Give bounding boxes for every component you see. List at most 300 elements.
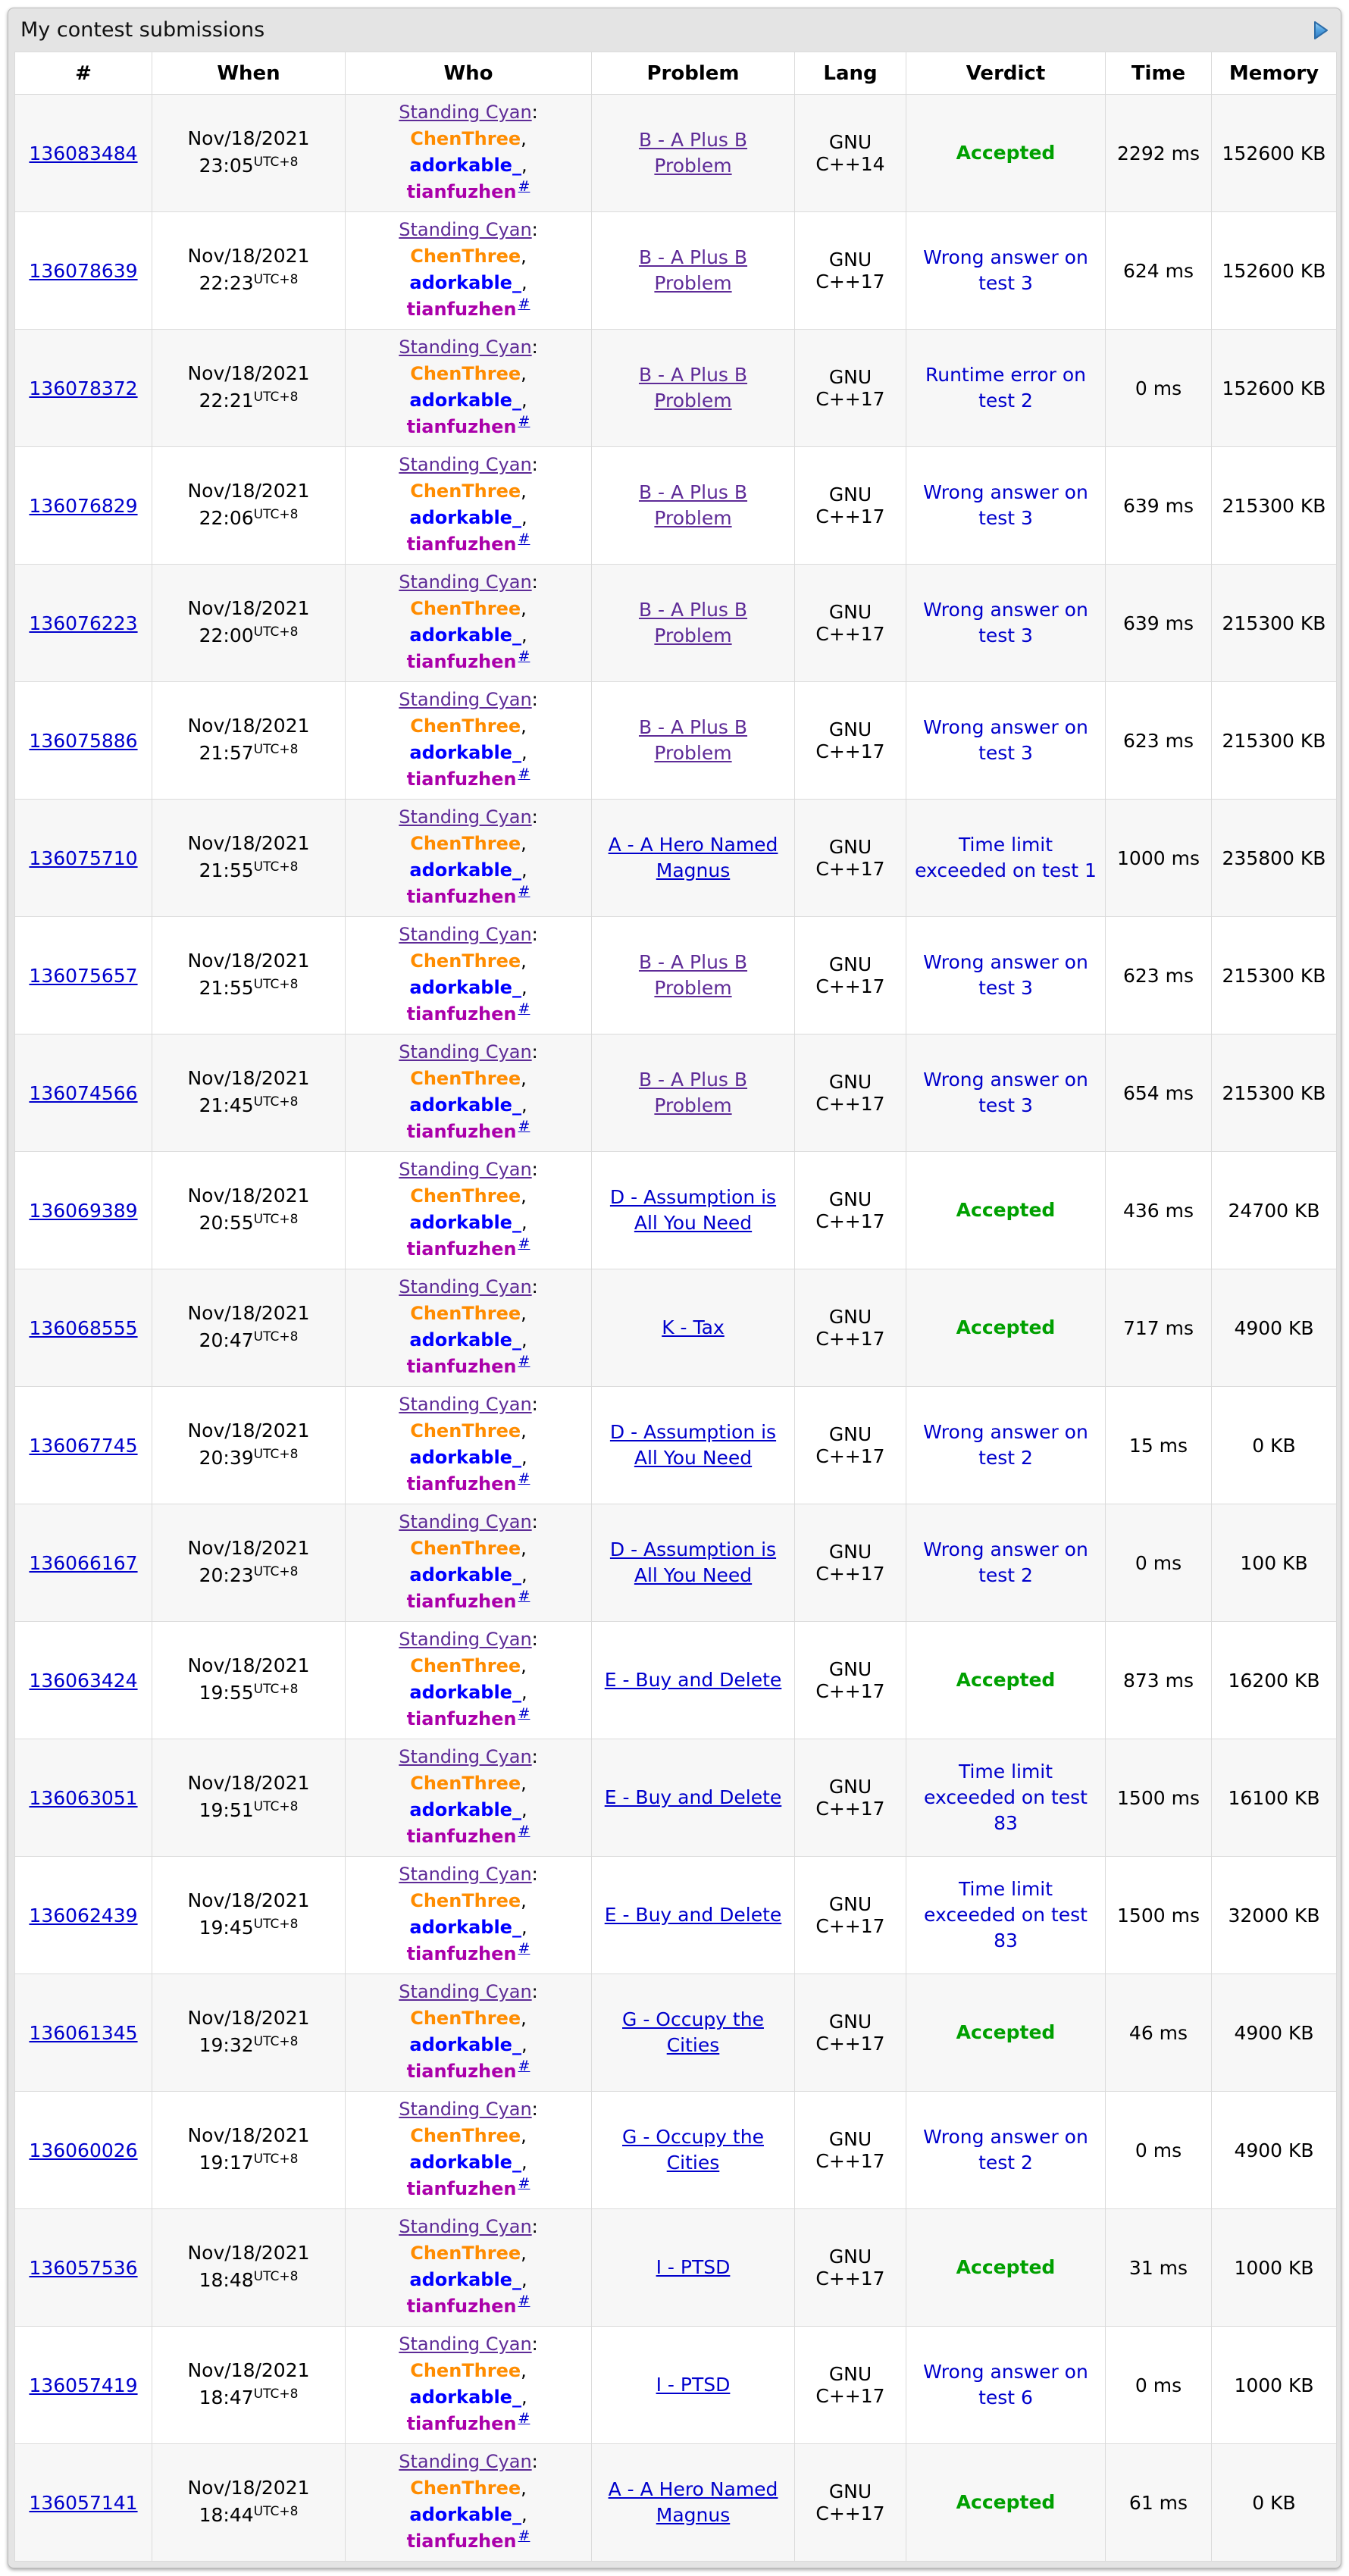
team-link[interactable]: Standing Cyan bbox=[399, 1629, 532, 1650]
timezone-label: UTC+8 bbox=[253, 1681, 299, 1697]
member-handle-link[interactable]: adorkable_ bbox=[409, 1329, 521, 1351]
member-handle-link[interactable]: tianfuzhen bbox=[406, 181, 517, 202]
team-link[interactable]: Standing Cyan bbox=[399, 2451, 532, 2472]
submission-id-link[interactable]: 136057141 bbox=[29, 2491, 138, 2514]
standings-hash-link[interactable]: # bbox=[518, 531, 531, 547]
cell-verdict bbox=[906, 1034, 1106, 1152]
team-colon: : bbox=[531, 924, 538, 945]
cell-who bbox=[346, 1269, 592, 1387]
verdict-text: Wrong answer on test 3 bbox=[923, 1069, 1088, 1116]
team-link[interactable]: Standing Cyan bbox=[399, 2216, 532, 2237]
member-handle-link[interactable]: ChenThree bbox=[410, 2008, 521, 2029]
verdict-text: Accepted bbox=[956, 1316, 1056, 1338]
cell-when bbox=[152, 2209, 346, 2327]
submission-row bbox=[15, 1387, 1337, 1504]
submission-id-link[interactable]: 136069389 bbox=[29, 1199, 138, 1222]
submission-date: Nov/18/2021 bbox=[187, 1301, 310, 1324]
standings-hash-link[interactable]: # bbox=[518, 1470, 531, 1487]
standings-hash-link[interactable]: # bbox=[518, 1940, 531, 1957]
cell-who bbox=[346, 1152, 592, 1269]
problem-link[interactable]: B - A Plus B Problem bbox=[638, 246, 748, 294]
team-link[interactable]: Standing Cyan bbox=[399, 336, 532, 358]
standings-hash-link[interactable]: # bbox=[518, 1588, 531, 1604]
member-handle-link[interactable]: ChenThree bbox=[410, 2125, 521, 2146]
cell-memory bbox=[1212, 95, 1337, 212]
member-handle-link[interactable]: adorkable_ bbox=[409, 272, 521, 293]
member-handle-link[interactable]: ChenThree bbox=[410, 363, 521, 384]
member-handle-link[interactable]: adorkable_ bbox=[409, 390, 521, 411]
time-consumed: 1000 ms bbox=[1117, 847, 1200, 869]
team-colon: : bbox=[531, 1629, 538, 1650]
member-handle-link[interactable]: ChenThree bbox=[410, 2360, 521, 2381]
member-handle-link[interactable]: tianfuzhen bbox=[406, 2061, 517, 2082]
standings-hash-link[interactable]: # bbox=[518, 1118, 531, 1135]
standings-hash-link[interactable]: # bbox=[518, 296, 531, 312]
cell-time bbox=[1106, 447, 1212, 565]
column-header-lang: Lang bbox=[795, 52, 906, 95]
timezone-label: UTC+8 bbox=[253, 271, 299, 287]
submission-row bbox=[15, 1034, 1337, 1152]
team-colon: : bbox=[531, 806, 538, 828]
member-handle-link[interactable]: tianfuzhen bbox=[406, 1591, 517, 1612]
member-handle-link[interactable]: ChenThree bbox=[410, 1068, 521, 1089]
cell-memory bbox=[1212, 447, 1337, 565]
submission-id-link[interactable]: 136068555 bbox=[29, 1316, 138, 1339]
cell-problem bbox=[592, 2209, 795, 2327]
submission-row bbox=[15, 2327, 1337, 2444]
standings-hash-link[interactable]: # bbox=[518, 1353, 531, 1369]
cell-memory bbox=[1212, 1739, 1337, 1857]
cell-time bbox=[1106, 1034, 1212, 1152]
cell-lang bbox=[795, 1622, 906, 1739]
verdict-text: Accepted bbox=[956, 1669, 1056, 1691]
submission-date: Nov/18/2021 bbox=[187, 2358, 310, 2381]
member-handle-link[interactable]: tianfuzhen bbox=[406, 1121, 517, 1142]
problem-link[interactable]: D - Assumption is All You Need bbox=[609, 1186, 777, 1234]
member-handle-link[interactable]: adorkable_ bbox=[409, 742, 521, 763]
cell-lang bbox=[795, 2327, 906, 2444]
team-colon: : bbox=[531, 1041, 538, 1063]
member-handle-link[interactable]: ChenThree bbox=[410, 1773, 521, 1794]
standings-hash-link[interactable]: # bbox=[518, 1000, 531, 1017]
cell-who bbox=[346, 2092, 592, 2209]
memory-consumed: 235800 KB bbox=[1222, 847, 1326, 869]
problem-link[interactable]: B - A Plus B Problem bbox=[638, 1069, 748, 1116]
cell-when bbox=[152, 95, 346, 212]
submission-time: 23:05 bbox=[199, 154, 254, 177]
submission-id-link[interactable]: 136083484 bbox=[29, 142, 138, 164]
lang-label: GNU C++17 bbox=[815, 601, 885, 645]
lang-label: GNU C++17 bbox=[815, 1893, 885, 1937]
cell-problem bbox=[592, 1504, 795, 1622]
lang-label: GNU C++17 bbox=[815, 1306, 885, 1350]
standings-hash-link[interactable]: # bbox=[518, 1705, 531, 1722]
timezone-label: UTC+8 bbox=[253, 1094, 299, 1110]
member-handle-link[interactable]: adorkable_ bbox=[409, 2504, 521, 2525]
cell-lang bbox=[795, 2209, 906, 2327]
member-handle-link[interactable]: tianfuzhen bbox=[406, 768, 517, 790]
verdict-text: Accepted bbox=[956, 142, 1056, 164]
lang-label: GNU C++17 bbox=[815, 718, 885, 762]
member-handle-link[interactable]: tianfuzhen bbox=[406, 1943, 517, 1964]
cell-problem bbox=[592, 565, 795, 682]
standings-hash-link[interactable]: # bbox=[518, 765, 531, 782]
team-link[interactable]: Standing Cyan bbox=[399, 924, 532, 945]
problem-link[interactable]: B - A Plus B Problem bbox=[638, 716, 748, 764]
member-handle-link[interactable]: adorkable_ bbox=[409, 1447, 521, 1468]
member-handle-link[interactable]: adorkable_ bbox=[409, 155, 521, 176]
team-members: ChenThree, adorkable_, tianfuzhen bbox=[406, 1890, 527, 1964]
submission-id-link[interactable]: 136075710 bbox=[29, 847, 138, 869]
submission-row bbox=[15, 2444, 1337, 2562]
standings-hash-link[interactable]: # bbox=[518, 2527, 531, 2544]
submission-time: 20:39 bbox=[199, 1446, 254, 1469]
member-handle-link[interactable]: tianfuzhen bbox=[406, 299, 517, 320]
memory-consumed: 100 KB bbox=[1240, 1551, 1308, 1574]
submission-id-link[interactable]: 136078639 bbox=[29, 259, 138, 282]
submission-id-link[interactable]: 136076223 bbox=[29, 612, 138, 634]
memory-consumed: 215300 KB bbox=[1222, 612, 1326, 634]
submission-id-link[interactable]: 136075886 bbox=[29, 729, 138, 752]
submission-id-link[interactable]: 136057536 bbox=[29, 2256, 138, 2279]
standings-hash-link[interactable]: # bbox=[518, 178, 531, 195]
cell-lang bbox=[795, 95, 906, 212]
cell-verdict bbox=[906, 2092, 1106, 2209]
member-handle-link[interactable]: ChenThree bbox=[410, 1420, 521, 1441]
cell-problem bbox=[592, 1974, 795, 2092]
member-handle-link[interactable]: adorkable_ bbox=[409, 2387, 521, 2408]
cell-submission-id bbox=[15, 1034, 152, 1152]
cell-who bbox=[346, 2209, 592, 2327]
submission-time: 18:47 bbox=[199, 2386, 254, 2409]
member-handle-link[interactable]: adorkable_ bbox=[409, 2152, 521, 2173]
cell-lang bbox=[795, 330, 906, 447]
team-link[interactable]: Standing Cyan bbox=[399, 2099, 532, 2120]
problem-link[interactable]: G - Occupy the Cities bbox=[622, 2008, 764, 2056]
member-handle-link[interactable]: tianfuzhen bbox=[406, 2413, 517, 2434]
timezone-label: UTC+8 bbox=[253, 2503, 299, 2519]
cell-verdict bbox=[906, 2327, 1106, 2444]
member-handle-link[interactable]: adorkable_ bbox=[409, 624, 521, 646]
verdict-text: Wrong answer on test 3 bbox=[923, 951, 1088, 999]
cell-submission-id bbox=[15, 95, 152, 212]
time-consumed: 61 ms bbox=[1128, 2491, 1188, 2514]
cell-verdict bbox=[906, 1152, 1106, 1269]
member-handle-link[interactable]: tianfuzhen bbox=[406, 2531, 517, 2552]
member-handle-link[interactable]: tianfuzhen bbox=[406, 886, 517, 907]
memory-consumed: 215300 KB bbox=[1222, 729, 1326, 752]
submission-row bbox=[15, 1622, 1337, 1739]
problem-link[interactable]: B - A Plus B Problem bbox=[638, 599, 748, 646]
problem-link[interactable]: A - A Hero Named Magnus bbox=[608, 2478, 778, 2526]
team-members: ChenThree, adorkable_, tianfuzhen bbox=[406, 2477, 527, 2552]
member-handle-link[interactable]: adorkable_ bbox=[409, 1564, 521, 1585]
team-members: ChenThree, adorkable_, tianfuzhen bbox=[406, 2243, 527, 2317]
lang-label: GNU C++17 bbox=[815, 1071, 885, 1115]
member-handle-link[interactable]: adorkable_ bbox=[409, 2034, 521, 2055]
team-link[interactable]: Standing Cyan bbox=[399, 1041, 532, 1063]
member-handle-link[interactable]: tianfuzhen bbox=[406, 651, 517, 672]
standings-hash-link[interactable]: # bbox=[518, 413, 531, 430]
memory-consumed: 215300 KB bbox=[1222, 964, 1326, 987]
submission-id-link[interactable]: 136057419 bbox=[29, 2374, 138, 2396]
submission-row bbox=[15, 1857, 1337, 1974]
cell-who bbox=[346, 2327, 592, 2444]
submission-time: 20:23 bbox=[199, 1563, 254, 1586]
member-handle-link[interactable]: ChenThree bbox=[410, 1890, 521, 1911]
team-link[interactable]: Standing Cyan bbox=[399, 1981, 532, 2002]
cell-who bbox=[346, 1739, 592, 1857]
cell-submission-id bbox=[15, 1857, 152, 1974]
member-handle-link[interactable]: tianfuzhen bbox=[406, 2296, 517, 2317]
member-handle-link[interactable]: ChenThree bbox=[410, 598, 521, 619]
member-handle-link[interactable]: adorkable_ bbox=[409, 1799, 521, 1820]
team-link[interactable]: Standing Cyan bbox=[399, 1864, 532, 1885]
member-handle-link[interactable]: adorkable_ bbox=[409, 2269, 521, 2290]
team-members: ChenThree, adorkable_, tianfuzhen bbox=[406, 833, 527, 907]
problem-link[interactable]: B - A Plus B Problem bbox=[638, 364, 748, 412]
member-handle-link[interactable]: ChenThree bbox=[410, 1185, 521, 1207]
problem-link[interactable]: I - PTSD bbox=[656, 2374, 731, 2396]
cell-lang bbox=[795, 682, 906, 800]
cell-memory bbox=[1212, 1387, 1337, 1504]
cell-submission-id bbox=[15, 212, 152, 330]
verdict-text: Wrong answer on test 2 bbox=[923, 1538, 1088, 1586]
cell-lang bbox=[795, 1269, 906, 1387]
member-handle-link[interactable]: ChenThree bbox=[410, 2477, 521, 2499]
cell-verdict bbox=[906, 1269, 1106, 1387]
member-handle-link[interactable]: tianfuzhen bbox=[406, 1473, 517, 1495]
cell-memory bbox=[1212, 1034, 1337, 1152]
column-header-when: When bbox=[152, 52, 346, 95]
time-consumed: 0 ms bbox=[1135, 1551, 1182, 1574]
team-colon: : bbox=[531, 1276, 538, 1297]
memory-consumed: 0 KB bbox=[1252, 1434, 1296, 1457]
member-handle-link[interactable]: adorkable_ bbox=[409, 507, 521, 528]
member-handle-link[interactable]: tianfuzhen bbox=[406, 416, 517, 437]
submission-id-link[interactable]: 136075657 bbox=[29, 964, 138, 987]
cell-lang bbox=[795, 800, 906, 917]
team-members: ChenThree, adorkable_, tianfuzhen bbox=[406, 1538, 527, 1612]
time-consumed: 1500 ms bbox=[1117, 1786, 1200, 1809]
member-handle-link[interactable]: tianfuzhen bbox=[406, 1826, 517, 1847]
verdict-text: Time limit exceeded on test 83 bbox=[924, 1761, 1088, 1834]
standings-hash-link[interactable]: # bbox=[518, 2175, 531, 2192]
member-handle-link[interactable]: tianfuzhen bbox=[406, 534, 517, 555]
column-header-who: Who bbox=[346, 52, 592, 95]
cell-when bbox=[152, 2327, 346, 2444]
submission-row bbox=[15, 330, 1337, 447]
cell-submission-id bbox=[15, 2092, 152, 2209]
member-handle-link[interactable]: tianfuzhen bbox=[406, 1708, 517, 1729]
memory-consumed: 1000 KB bbox=[1234, 2374, 1314, 2396]
lang-label: GNU C++17 bbox=[815, 1423, 885, 1467]
member-handle-link[interactable]: adorkable_ bbox=[409, 977, 521, 998]
standings-hash-link[interactable]: # bbox=[518, 2058, 531, 2074]
team-link[interactable]: Standing Cyan bbox=[399, 219, 532, 240]
cell-time bbox=[1106, 1152, 1212, 1269]
submission-id-link[interactable]: 136060026 bbox=[29, 2139, 138, 2161]
submission-date: Nov/18/2021 bbox=[187, 831, 310, 854]
problem-link[interactable]: E - Buy and Delete bbox=[604, 1904, 782, 1926]
standings-hash-link[interactable]: # bbox=[518, 648, 531, 665]
verdict-text: Wrong answer on test 6 bbox=[923, 2361, 1088, 2409]
member-handle-link[interactable]: ChenThree bbox=[410, 2243, 521, 2264]
expand-arrow-icon[interactable] bbox=[1312, 20, 1330, 41]
submissions-table bbox=[14, 52, 1337, 2562]
member-handle-link[interactable]: adorkable_ bbox=[409, 1094, 521, 1116]
member-handle-link[interactable]: ChenThree bbox=[410, 480, 521, 502]
verdict-text: Wrong answer on test 3 bbox=[923, 481, 1088, 529]
problem-link[interactable]: E - Buy and Delete bbox=[604, 1786, 782, 1808]
cell-problem bbox=[592, 1739, 795, 1857]
cell-problem bbox=[592, 1622, 795, 1739]
lang-label: GNU C++17 bbox=[815, 2481, 885, 2524]
team-link[interactable]: Standing Cyan bbox=[399, 689, 532, 710]
memory-consumed: 215300 KB bbox=[1222, 1081, 1326, 1104]
widget-titlebar bbox=[8, 8, 1341, 52]
member-handle-link[interactable]: tianfuzhen bbox=[406, 1356, 517, 1377]
cell-submission-id bbox=[15, 2209, 152, 2327]
team-link[interactable]: Standing Cyan bbox=[399, 1746, 532, 1767]
cell-verdict bbox=[906, 2444, 1106, 2562]
member-handle-link[interactable]: adorkable_ bbox=[409, 1917, 521, 1938]
verdict-text: Wrong answer on test 2 bbox=[923, 2126, 1088, 2174]
submission-row bbox=[15, 1269, 1337, 1387]
verdict-text: Time limit exceeded on test 1 bbox=[915, 834, 1097, 881]
cell-memory bbox=[1212, 1857, 1337, 1974]
problem-link[interactable]: B - A Plus B Problem bbox=[638, 951, 748, 999]
problem-link[interactable]: B - A Plus B Problem bbox=[638, 129, 748, 177]
submission-date: Nov/18/2021 bbox=[187, 127, 310, 149]
cell-who bbox=[346, 800, 592, 917]
member-handle-link[interactable]: adorkable_ bbox=[409, 1682, 521, 1703]
submission-time: 21:57 bbox=[199, 741, 254, 764]
team-link[interactable]: Standing Cyan bbox=[399, 571, 532, 593]
submission-id-link[interactable]: 136062439 bbox=[29, 1904, 138, 1927]
submission-id-link[interactable]: 136074566 bbox=[29, 1081, 138, 1104]
member-handle-link[interactable]: tianfuzhen bbox=[406, 1003, 517, 1025]
cell-problem bbox=[592, 447, 795, 565]
member-handle-link[interactable]: ChenThree bbox=[410, 128, 521, 149]
standings-hash-link[interactable]: # bbox=[518, 2410, 531, 2427]
member-handle-link[interactable]: ChenThree bbox=[410, 1655, 521, 1676]
submission-date: Nov/18/2021 bbox=[187, 1419, 310, 1441]
member-handle-link[interactable]: tianfuzhen bbox=[406, 2178, 517, 2199]
submission-time: 20:55 bbox=[199, 1211, 254, 1234]
submission-date: Nov/18/2021 bbox=[187, 362, 310, 384]
team-members: ChenThree, adorkable_, tianfuzhen bbox=[406, 2008, 527, 2082]
cell-memory bbox=[1212, 1504, 1337, 1622]
submission-date: Nov/18/2021 bbox=[187, 2476, 310, 2499]
submission-time: 19:17 bbox=[199, 2151, 254, 2174]
member-handle-link[interactable]: ChenThree bbox=[410, 950, 521, 972]
verdict-text: Wrong answer on test 3 bbox=[923, 599, 1088, 646]
standings-hash-link[interactable]: # bbox=[518, 2293, 531, 2309]
team-link[interactable]: Standing Cyan bbox=[399, 1276, 532, 1297]
member-handle-link[interactable]: ChenThree bbox=[410, 833, 521, 854]
problem-link[interactable]: A - A Hero Named Magnus bbox=[608, 834, 778, 881]
submission-id-link[interactable]: 136061345 bbox=[29, 2021, 138, 2044]
submission-id-link[interactable]: 136066167 bbox=[29, 1551, 138, 1574]
cell-time bbox=[1106, 2092, 1212, 2209]
column-header-number: # bbox=[15, 52, 152, 95]
cell-lang bbox=[795, 212, 906, 330]
memory-consumed: 24700 KB bbox=[1228, 1199, 1320, 1222]
problem-link[interactable]: I - PTSD bbox=[656, 2256, 731, 2278]
problem-link[interactable]: D - Assumption is All You Need bbox=[609, 1421, 777, 1469]
cell-problem bbox=[592, 1857, 795, 1974]
member-handle-link[interactable]: ChenThree bbox=[410, 246, 521, 267]
problem-link[interactable]: K - Tax bbox=[662, 1316, 725, 1338]
timezone-label: UTC+8 bbox=[253, 976, 299, 992]
memory-consumed: 32000 KB bbox=[1228, 1904, 1320, 1927]
team-link[interactable]: Standing Cyan bbox=[399, 454, 532, 475]
submission-id-link[interactable]: 136063051 bbox=[29, 1786, 138, 1809]
submission-id-link[interactable]: 136067745 bbox=[29, 1434, 138, 1457]
submission-time: 22:00 bbox=[199, 624, 254, 646]
standings-hash-link[interactable]: # bbox=[518, 1823, 531, 1839]
submission-row bbox=[15, 2092, 1337, 2209]
problem-link[interactable]: D - Assumption is All You Need bbox=[609, 1538, 777, 1586]
lang-label: GNU C++17 bbox=[815, 2246, 885, 2290]
submission-row bbox=[15, 682, 1337, 800]
submission-id-link[interactable]: 136063424 bbox=[29, 1669, 138, 1692]
team-link[interactable]: Standing Cyan bbox=[399, 102, 532, 123]
cell-verdict bbox=[906, 1739, 1106, 1857]
lang-label: GNU C++17 bbox=[815, 366, 885, 410]
cell-time bbox=[1106, 2444, 1212, 2562]
timezone-label: UTC+8 bbox=[253, 506, 299, 522]
cell-when bbox=[152, 330, 346, 447]
cell-problem bbox=[592, 917, 795, 1034]
team-link[interactable]: Standing Cyan bbox=[399, 2333, 532, 2355]
member-handle-link[interactable]: ChenThree bbox=[410, 1303, 521, 1324]
member-handle-link[interactable]: adorkable_ bbox=[409, 1212, 521, 1233]
memory-consumed: 4900 KB bbox=[1234, 2139, 1314, 2161]
submission-id-link[interactable]: 136076829 bbox=[29, 494, 138, 517]
team-link[interactable]: Standing Cyan bbox=[399, 806, 532, 828]
memory-consumed: 152600 KB bbox=[1222, 259, 1326, 282]
standings-hash-link[interactable]: # bbox=[518, 1235, 531, 1252]
member-handle-link[interactable]: tianfuzhen bbox=[406, 1238, 517, 1260]
submission-time: 18:44 bbox=[199, 2503, 254, 2526]
team-link[interactable]: Standing Cyan bbox=[399, 1394, 532, 1415]
team-link[interactable]: Standing Cyan bbox=[399, 1511, 532, 1532]
submission-row bbox=[15, 800, 1337, 917]
time-consumed: 436 ms bbox=[1122, 1199, 1194, 1222]
submission-id-link[interactable]: 136078372 bbox=[29, 377, 138, 399]
member-handle-link[interactable]: ChenThree bbox=[410, 715, 521, 737]
cell-time bbox=[1106, 1269, 1212, 1387]
cell-problem bbox=[592, 1269, 795, 1387]
team-members: ChenThree, adorkable_, tianfuzhen bbox=[406, 1420, 527, 1495]
problem-link[interactable]: E - Buy and Delete bbox=[604, 1669, 782, 1691]
cell-submission-id bbox=[15, 1504, 152, 1622]
standings-hash-link[interactable]: # bbox=[518, 883, 531, 900]
problem-link[interactable]: G - Occupy the Cities bbox=[622, 2126, 764, 2174]
submission-time: 22:21 bbox=[199, 389, 254, 412]
cell-problem bbox=[592, 212, 795, 330]
team-members: ChenThree, adorkable_, tianfuzhen bbox=[406, 1773, 527, 1847]
team-link[interactable]: Standing Cyan bbox=[399, 1159, 532, 1180]
member-handle-link[interactable]: adorkable_ bbox=[409, 859, 521, 881]
verdict-text: Accepted bbox=[956, 2256, 1056, 2278]
team-members: ChenThree, adorkable_, tianfuzhen bbox=[406, 598, 527, 672]
member-handle-link[interactable]: ChenThree bbox=[410, 1538, 521, 1559]
problem-link[interactable]: B - A Plus B Problem bbox=[638, 481, 748, 529]
cell-verdict bbox=[906, 682, 1106, 800]
